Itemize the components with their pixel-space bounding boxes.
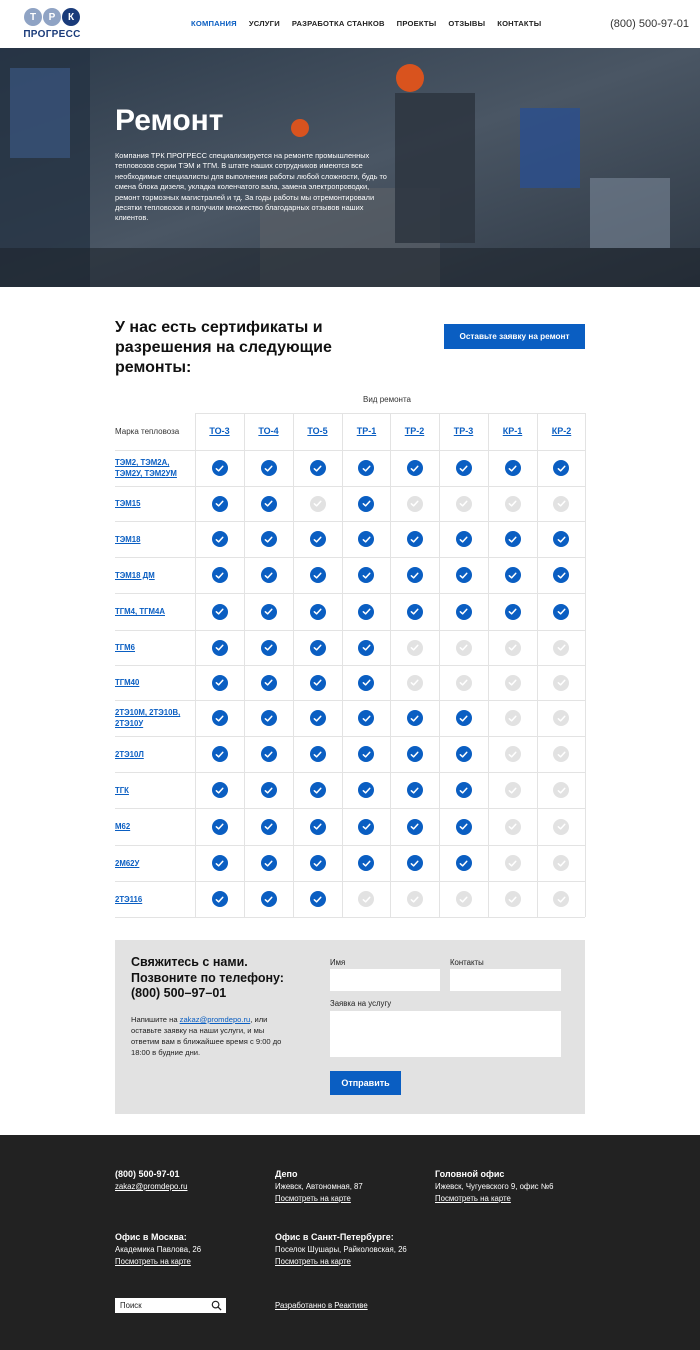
check-on-icon	[212, 746, 228, 762]
request-repair-button[interactable]: Оставьте заявку на ремонт	[444, 324, 585, 349]
check-off-icon	[407, 496, 423, 512]
footer-depot	[275, 1168, 363, 1205]
search-icon[interactable]	[211, 1300, 222, 1311]
check-on-icon	[456, 531, 472, 547]
column-header[interactable]: КР-2	[551, 426, 572, 436]
check-off-icon	[553, 782, 569, 798]
check-off-icon	[553, 819, 569, 835]
spb-title: Офис в Санкт-Петербурге:	[275, 1232, 394, 1242]
contact-note-suffix: , или оставьте заявку на наши услуги, и мы ответим вам в ближайшее время с 9:00 до 18:00 в будние дни.	[131, 1015, 282, 1057]
logo-letter-3: К	[62, 8, 80, 26]
nav-item-4[interactable]: ОТЗЫВЫ	[448, 19, 486, 28]
site-footer	[0, 1135, 700, 1350]
contact-heading	[131, 955, 284, 1002]
table-vline	[585, 413, 586, 917]
column-header[interactable]: ТР-2	[404, 426, 425, 436]
check-on-icon	[456, 819, 472, 835]
head-office-map-link[interactable]: Посмотреть на карте	[435, 1194, 511, 1203]
depot-map-link[interactable]: Посмотреть на карте	[275, 1194, 351, 1203]
check-on-icon	[310, 819, 326, 835]
check-on-icon	[358, 710, 374, 726]
check-on-icon	[310, 855, 326, 871]
table-hline	[115, 593, 585, 594]
logo[interactable]	[22, 8, 82, 42]
row-label[interactable]: ТЭМ2, ТЭМ2А, ТЭМ2У, ТЭМ2УМ	[115, 458, 177, 478]
contact-email-link[interactable]: zakaz@promdepo.ru	[179, 1015, 251, 1024]
table-hline	[195, 413, 585, 414]
check-on-icon	[212, 819, 228, 835]
check-off-icon	[505, 782, 521, 798]
check-on-icon	[456, 460, 472, 476]
check-on-icon	[358, 604, 374, 620]
contact-note-prefix: Напишите на	[131, 1015, 180, 1024]
row-label[interactable]: ТГМ4, ТГМ4А	[115, 607, 165, 616]
check-on-icon	[407, 782, 423, 798]
nav-item-3[interactable]: ПРОЕКТЫ	[396, 19, 437, 28]
check-on-icon	[261, 782, 277, 798]
check-on-icon	[505, 531, 521, 547]
check-off-icon	[407, 675, 423, 691]
check-on-icon	[358, 496, 374, 512]
check-off-icon	[358, 891, 374, 907]
row-label[interactable]: М62	[115, 822, 131, 831]
check-on-icon	[456, 746, 472, 762]
row-label[interactable]: 2ТЭ10Л	[115, 749, 144, 759]
column-header[interactable]: ТР-3	[453, 426, 474, 436]
check-on-icon	[212, 675, 228, 691]
moscow-address: Академика Павлова, 26	[115, 1245, 202, 1254]
table-hline	[115, 665, 585, 666]
footer-head-office	[435, 1168, 553, 1205]
row-label[interactable]: ТЭМ15	[115, 499, 141, 508]
check-off-icon	[505, 675, 521, 691]
cert-title: У нас есть сертификаты и разрешения на следующие ремонты:	[115, 319, 332, 376]
check-off-icon	[505, 855, 521, 871]
contact-form-section	[115, 940, 585, 1114]
check-on-icon	[310, 567, 326, 583]
nav-item-0[interactable]: КОМПАНИЯ	[191, 19, 237, 28]
check-on-icon	[212, 496, 228, 512]
check-on-icon	[358, 567, 374, 583]
check-off-icon	[456, 675, 472, 691]
contact-note	[131, 1014, 291, 1058]
row-label[interactable]: 2ТЭ116	[115, 894, 143, 904]
check-off-icon	[553, 496, 569, 512]
check-on-icon	[310, 604, 326, 620]
check-on-icon	[212, 855, 228, 871]
footer-moscow	[115, 1231, 201, 1268]
check-on-icon	[261, 675, 277, 691]
check-off-icon	[553, 746, 569, 762]
request-textarea[interactable]	[330, 1011, 561, 1057]
name-label: Имя	[330, 958, 346, 967]
check-on-icon	[212, 531, 228, 547]
check-off-icon	[505, 640, 521, 656]
row-label[interactable]: 2М62У	[115, 858, 140, 868]
contact-heading-line-1: Свяжитесь с нами.	[131, 955, 248, 969]
check-on-icon	[358, 675, 374, 691]
check-off-icon	[505, 710, 521, 726]
main-nav	[191, 19, 541, 28]
footer-contacts	[115, 1168, 188, 1193]
check-off-icon	[505, 891, 521, 907]
check-on-icon	[261, 531, 277, 547]
check-on-icon	[407, 819, 423, 835]
table-hline	[115, 450, 585, 451]
logo-letter-2: Р	[43, 8, 61, 26]
table-hline	[115, 630, 585, 631]
check-on-icon	[310, 531, 326, 547]
check-off-icon	[407, 891, 423, 907]
check-on-icon	[358, 460, 374, 476]
moscow-map-link[interactable]: Посмотреть на карте	[115, 1257, 191, 1266]
check-on-icon	[310, 460, 326, 476]
check-on-icon	[212, 640, 228, 656]
check-on-icon	[358, 531, 374, 547]
logo-name: ПРОГРЕСС	[23, 29, 81, 40]
search-placeholder: Поиск	[120, 1301, 142, 1310]
row-label[interactable]: ТГМ40	[115, 678, 140, 687]
check-off-icon	[505, 819, 521, 835]
row-label[interactable]: ТЭМ18 ДМ	[115, 570, 155, 580]
check-on-icon	[261, 891, 277, 907]
check-off-icon	[407, 640, 423, 656]
table-hline	[115, 845, 585, 846]
check-on-icon	[407, 855, 423, 871]
check-on-icon	[212, 891, 228, 907]
depot-title: Депо	[275, 1169, 298, 1179]
check-on-icon	[310, 640, 326, 656]
submit-button[interactable]: Отправить	[330, 1071, 401, 1095]
check-on-icon	[358, 782, 374, 798]
developer-link[interactable]: Разработанно в Реактиве	[275, 1301, 368, 1310]
name-input[interactable]	[330, 969, 440, 991]
check-on-icon	[261, 710, 277, 726]
contacts-input[interactable]	[450, 969, 561, 991]
moscow-title: Офис в Москва:	[115, 1232, 187, 1242]
check-off-icon	[456, 891, 472, 907]
check-off-icon	[456, 640, 472, 656]
check-on-icon	[456, 604, 472, 620]
check-on-icon	[261, 460, 277, 476]
column-header[interactable]: ТР-1	[356, 426, 377, 436]
check-off-icon	[553, 675, 569, 691]
check-on-icon	[212, 710, 228, 726]
check-on-icon	[456, 855, 472, 871]
check-on-icon	[261, 640, 277, 656]
check-on-icon	[456, 782, 472, 798]
check-on-icon	[358, 855, 374, 871]
depot-address: Ижевск, Автономная, 87	[275, 1182, 363, 1191]
check-on-icon	[358, 746, 374, 762]
row-label[interactable]: ТЭМ18	[115, 534, 141, 544]
footer-spb	[275, 1231, 407, 1268]
column-header[interactable]: КР-1	[502, 426, 523, 436]
hero-banner	[0, 48, 700, 287]
check-off-icon	[505, 746, 521, 762]
table-hline	[115, 700, 585, 701]
hero-text: Компания ТРК ПРОГРЕСС специализируется на ремонте промышленных тепловозов серии ТЭМ и ТГМ. В штате наших сотрудников имеются все необходимые специалисты для выполнения работы любой сложности, будь то смена блока дизеля, укладка коленчатого вала, замена электропроводки, ремонт тормозных магистралей и тд. За годы работы мы отремонтировали десятки тепловозов и получили множество благодарных отзывов наших клиентов.	[115, 151, 387, 223]
check-on-icon	[261, 746, 277, 762]
check-on-icon	[261, 819, 277, 835]
table-hline	[115, 808, 585, 809]
check-on-icon	[358, 640, 374, 656]
check-on-icon	[553, 604, 569, 620]
check-off-icon	[310, 496, 326, 512]
table-hline	[115, 486, 585, 487]
table-hline	[115, 557, 585, 558]
table-hline	[115, 881, 585, 882]
header-phone[interactable]: (800) 500-97-01	[610, 18, 689, 30]
check-on-icon	[553, 567, 569, 583]
table-hline	[115, 736, 585, 737]
brand-column-label: Марка тепловоза	[115, 427, 180, 436]
check-on-icon	[261, 567, 277, 583]
check-on-icon	[505, 460, 521, 476]
row-label[interactable]: ТГК	[115, 785, 129, 795]
site-header	[0, 0, 700, 48]
check-on-icon	[407, 531, 423, 547]
column-header[interactable]: ТО-4	[258, 426, 279, 436]
check-on-icon	[505, 604, 521, 620]
table-hline	[115, 772, 585, 773]
check-on-icon	[358, 819, 374, 835]
hero-title: Ремонт	[115, 104, 224, 137]
footer-email-link[interactable]: zakaz@promdepo.ru	[115, 1182, 188, 1191]
check-on-icon	[261, 604, 277, 620]
check-on-icon	[407, 710, 423, 726]
check-on-icon	[310, 891, 326, 907]
table-hline	[115, 917, 585, 918]
check-on-icon	[553, 531, 569, 547]
check-on-icon	[407, 746, 423, 762]
check-on-icon	[407, 567, 423, 583]
contact-phone[interactable]: (800) 500–97–01	[131, 986, 227, 1000]
check-on-icon	[310, 782, 326, 798]
check-on-icon	[212, 782, 228, 798]
spb-address: Поселок Шушары, Райколовская, 26	[275, 1245, 407, 1254]
head-office-title: Головной офис	[435, 1169, 505, 1179]
check-on-icon	[407, 604, 423, 620]
footer-phone[interactable]: (800) 500-97-01	[115, 1169, 180, 1179]
check-off-icon	[553, 710, 569, 726]
check-on-icon	[310, 675, 326, 691]
check-on-icon	[456, 567, 472, 583]
nav-item-2[interactable]: РАЗРАБОТКА СТАНКОВ	[291, 19, 385, 28]
row-label[interactable]: ТГМ6	[115, 643, 136, 652]
check-on-icon	[212, 567, 228, 583]
check-on-icon	[212, 604, 228, 620]
head-office-address: Ижевск, Чугуевского 9, офис №6	[435, 1182, 554, 1191]
footer-search-input[interactable]	[115, 1298, 226, 1313]
table-hline	[115, 521, 585, 522]
logo-letter-1: Т	[24, 8, 42, 26]
request-label: Заявка на услугу	[330, 999, 392, 1008]
logo-mark	[22, 8, 82, 28]
check-off-icon	[553, 891, 569, 907]
nav-item-5[interactable]: КОНТАКТЫ	[497, 19, 542, 28]
row-label[interactable]: 2ТЭ10М, 2ТЭ10В, 2ТЭ10У	[115, 708, 181, 728]
check-off-icon	[553, 640, 569, 656]
check-on-icon	[310, 710, 326, 726]
check-off-icon	[456, 496, 472, 512]
column-header[interactable]: ТО-3	[209, 426, 230, 436]
check-on-icon	[212, 460, 228, 476]
repair-type-caption: Вид ремонта	[363, 395, 411, 404]
column-header[interactable]: ТО-5	[307, 426, 328, 436]
check-on-icon	[310, 746, 326, 762]
check-on-icon	[261, 496, 277, 512]
contacts-label: Контакты	[450, 958, 484, 967]
check-off-icon	[505, 496, 521, 512]
check-on-icon	[505, 567, 521, 583]
check-on-icon	[261, 855, 277, 871]
check-on-icon	[407, 460, 423, 476]
spb-map-link[interactable]: Посмотреть на карте	[275, 1257, 351, 1266]
contact-heading-line-2: Позвоните по телефону:	[131, 970, 284, 985]
check-on-icon	[456, 710, 472, 726]
check-on-icon	[553, 460, 569, 476]
nav-item-1[interactable]: УСЛУГИ	[248, 19, 280, 28]
check-off-icon	[553, 855, 569, 871]
